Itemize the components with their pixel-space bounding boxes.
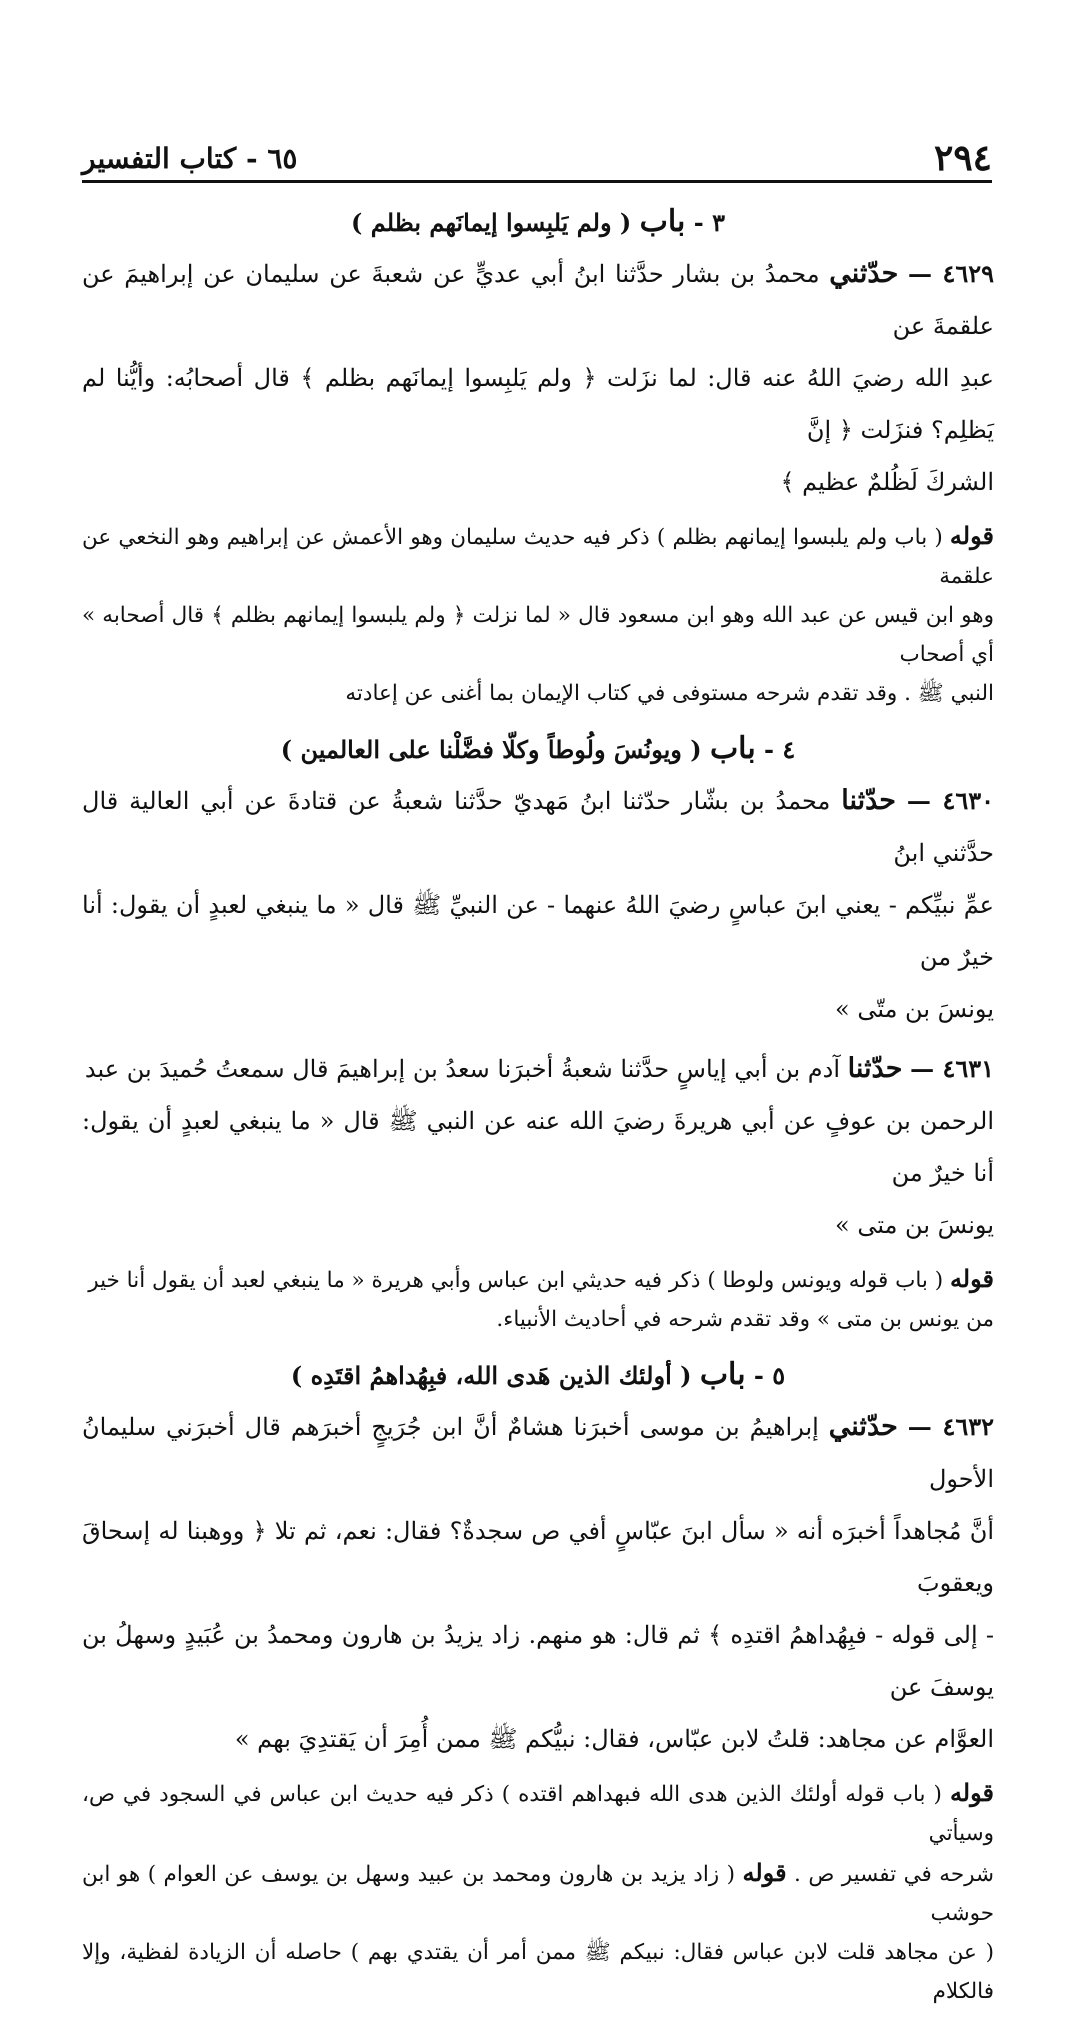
hadith-text: أنَّ مُجاهداً أخبرَه أنه « سأل ابنَ عبّاسٍ أفي ص سجدةٌ؟ فقال: نعم، ثم تلا ﴿ ووهبنا له إسحاقَ ويعقوبَ [82, 1517, 994, 1597]
hadith-line [82, 775, 994, 879]
chapter-number: ٥ - [753, 1361, 786, 1390]
hadith-number: ٤٦٢٩ — [908, 259, 994, 288]
page-number: ٢٩٤ [933, 137, 992, 179]
hadith-number: ٤٦٣٠ — [906, 786, 995, 815]
chapter-number: ٤ - [764, 735, 796, 764]
chapter-word: باب [709, 731, 756, 766]
chapter-word: باب [699, 1357, 746, 1392]
hadith-lead-word: حدّثنا [847, 1053, 903, 1084]
commentary-text: من يونس بن متى » وقد تقدم شرحه في أحاديث الأنبياء. [496, 1307, 994, 1332]
commentary-2 [82, 1259, 994, 1339]
hadith-line [82, 879, 994, 983]
hadith-line [82, 1401, 994, 1505]
hadith-text: محمدُ بن بشّار حدّثنا ابنُ مَهديّ حدَّثنا شعبةُ عن قتادةَ عن أبي العالية قال حدَّثني ابنُ [82, 787, 994, 867]
hadith-text: يونسَ بن متّى » [835, 995, 994, 1023]
commentary-line [82, 674, 994, 713]
hadith-text: إبراهيمُ بن موسى أخبرَنا هشامٌ أنَّ ابن جُرَيجٍ أخبرَهم قال أخبرَني سليمانُ الأحول [82, 1413, 994, 1493]
commentary-text: ( عن مجاهد قلت لابن عباس فقال: نبيكم ﷺ ممن أمر أن يقتدي بهم ) حاصله أن الزيادة لفظية، وإلا فالكلام [82, 1940, 994, 2004]
commentary-line [82, 1853, 994, 1933]
hadith-lead-word: حدّثني [829, 258, 899, 289]
chapter-number: ٣ - [693, 208, 725, 237]
commentary-text: وهو ابن قيس عن عبد الله وهو ابن مسعود قال « لما نزلت ﴿ ولم يلبسوا إيمانهم بظلم ﴾ قال أصحابه » أي أصحاب [82, 603, 994, 667]
commentary-line [82, 1933, 994, 2011]
commentary-text: ( زاد يزيد بن هارون ومحمد بن عبيد وسهل بن يوسف عن العوام ) هو ابن حوشب [82, 1862, 994, 1926]
hadith-text: العوَّام عن مجاهد: قلتُ لابن عبّاس، فقال: نبيُّكم ﷺ ممن أُمِرَ أن يَقتدِيَ بهم » [234, 1725, 994, 1753]
hadith-text: الرحمن بن عوفٍ عن أبي هريرةَ رضيَ الله عنه عن النبي ﷺ قال « ما ينبغي لعبدٍ أن يقول: أنا خيرٌ من [82, 1107, 994, 1187]
hadith-line [82, 352, 994, 456]
hadith-4632 [82, 1401, 994, 1765]
commentary-keyword: قوله [949, 521, 994, 550]
chapter-word: باب [639, 204, 686, 239]
commentary-line [82, 516, 994, 596]
hadith-text: - إلى قوله - فبِهُداهمُ اقتدِه ﴾ ثم قال: هو منهم. زاد يزيدُ بن هارون ومحمدُ بن عُبَيدٍ وسهلُ بن يوسفَ عن [82, 1621, 994, 1701]
hadith-line [82, 983, 994, 1035]
page-header [82, 138, 992, 178]
commentary-keyword: قوله [742, 1858, 787, 1887]
hadith-number: ٤٦٣٢ — [907, 1412, 994, 1441]
hadith-4630 [82, 775, 994, 1035]
hadith-line [82, 456, 994, 508]
commentary-text: شرحه في تفسير ص . [794, 1862, 994, 1887]
commentary-text: ( باب قوله أولئك الذين هدى الله فبهداهم اقتده ) ذكر فيه حديث ابن عباس في السجود في ص، وسيأتي [82, 1782, 994, 1846]
hadith-line [82, 248, 994, 352]
hadith-text: الشركَ لَظُلمٌ عظيم ﴾ [780, 468, 994, 496]
commentary-1 [82, 516, 994, 713]
chapter-heading-5 [82, 1349, 994, 1401]
hadith-4631 [82, 1043, 994, 1251]
hadith-line [82, 1043, 994, 1095]
commentary-3 [82, 1773, 994, 2011]
commentary-line [82, 1300, 994, 1339]
hadith-text: آدم بن أبي إياسٍ حدَّثنا شعبةُ أخبرَنا سعدُ بن إبراهيمَ قال سمعتُ حُميدَ بن عبد [84, 1055, 841, 1083]
commentary-line [82, 1773, 994, 1853]
chapter-verse: ( أولئك الذين هَدى الله، فبِهُداهمُ اقتَدِه ) [290, 1361, 692, 1390]
hadith-lead-word: حدّثني [828, 1411, 898, 1442]
hadith-line [82, 1713, 994, 1765]
hadith-line [82, 1095, 994, 1199]
page-body [82, 196, 994, 2021]
hadith-line [82, 1505, 994, 1609]
hadith-text: عمِّ نبيِّكم - يعني ابنَ عباسٍ رضيَ اللهُ عنهما - عن النبيِّ ﷺ قال « ما ينبغي لعبدٍ أن يقول: أنا خيرٌ من [82, 891, 994, 971]
chapter-heading-3 [82, 196, 994, 248]
hadith-lead-word: حدّثنا [841, 785, 896, 816]
hadith-text: محمدُ بن بشار حدَّثنا ابنُ أبي عديٍّ عن شعبةَ عن سليمان عن إبراهيمَ عن علقمةَ عن [82, 260, 994, 340]
chapter-verse: ( ويونُسَ ولُوطاً وكلّا فضَّلْنا على العالمين ) [280, 735, 702, 764]
hadith-text: يونسَ بن متى » [835, 1211, 994, 1239]
header-divider [82, 180, 992, 183]
hadith-4629 [82, 248, 994, 508]
commentary-text: النبي ﷺ . وقد تقدم شرحه مستوفى في كتاب الإيمان بما أغنى عن إعادته [345, 681, 994, 706]
commentary-text: ( باب ولم يلبسوا إيمانهم بظلم ) ذكر فيه حديث سليمان وهو الأعمش عن إبراهيم وهو النخعي عن علقمة [82, 525, 994, 589]
running-title: ٦٥ - كتاب التفسير [82, 141, 298, 175]
hadith-line [82, 1199, 994, 1251]
hadith-line [82, 1609, 994, 1713]
commentary-text: ( باب قوله ويونس ولوطا ) ذكر فيه حديثي ابن عباس وأبي هريرة « ما ينبغي لعبد أن يقول أنا خير [88, 1268, 944, 1293]
chapter-verse: ( ولم يَلبِسوا إيمانَهم بظلم ) [351, 208, 632, 237]
chapter-heading-4 [82, 723, 994, 775]
commentary-keyword: قوله [949, 1778, 994, 1807]
hadith-text: عبدِ الله رضيَ اللهُ عنه قال: لما نزَلت ﴿ ولم يَلبِسوا إيمانَهم بظلم ﴾ قال أصحابُه: وأيُّنا لم يَظلِم؟ فنزَلت ﴿ إنَّ [82, 364, 994, 444]
commentary-line [82, 1259, 994, 1300]
commentary-line [82, 596, 994, 674]
hadith-number: ٤٦٣١ — [910, 1054, 994, 1083]
commentary-keyword: قوله [949, 1264, 994, 1293]
